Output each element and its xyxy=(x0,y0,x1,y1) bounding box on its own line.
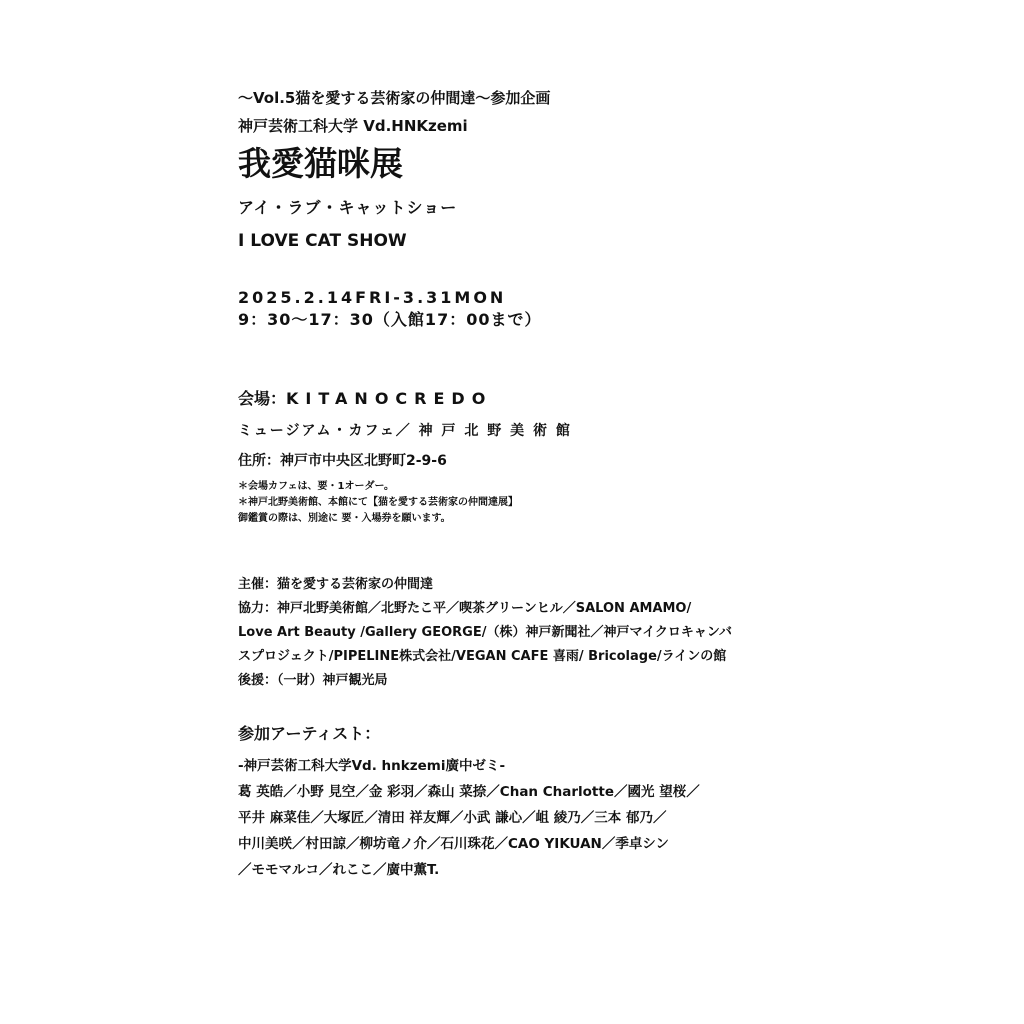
venue-line xyxy=(238,389,798,409)
note-line: 御鑑賞の際は、別途に 要・入場券を願います。 xyxy=(238,513,451,524)
opening-hours: 9：30〜17：30（入館17：00まで） xyxy=(238,310,542,329)
organizer-line: 主催：猫を愛する芸術家の仲間達 xyxy=(238,577,434,592)
venue-name: KITANOCREDO xyxy=(286,389,493,408)
venue-label: 会場： xyxy=(238,389,287,408)
cooperation-line: スプロジェクト/PIPELINE株式会社/VEGAN CAFE 喜雨/ Bricolage/ラインの館 xyxy=(238,649,727,664)
page-title: 我愛猫咪展 xyxy=(238,144,403,183)
artists-list xyxy=(238,753,798,883)
cooperation-line: Love Art Beauty /Gallery GEORGE/（株）神戸新聞社／神戸マイクロキャンバ xyxy=(238,625,733,640)
credits-block xyxy=(238,573,798,693)
series-subtitle: 〜Vol.5猫を愛する芸術家の仲間達〜参加企画 xyxy=(238,89,551,107)
venue-cafe: ミュージアム・カフェ／ 神 戸 北 野 美 術 館 xyxy=(238,423,572,439)
support-line: 後援：（一財）神戸観光局 xyxy=(238,673,388,688)
artist-line: 平井 麻菜佳／大塚匠／清田 祥友輝／小武 謙心／岨 綾乃／三本 郁乃／ xyxy=(238,810,667,826)
artist-line: 中川美咲／村田諒／柳坊竜ノ介／石川珠花／CAO YIKUAN／季卓シン xyxy=(238,836,670,852)
event-flyer xyxy=(238,88,798,883)
english-title: I LOVE CAT SHOW xyxy=(238,231,407,251)
event-dates: 2025.2.14FRI-3.31MON xyxy=(238,288,507,307)
venue-notes xyxy=(238,479,798,527)
venue-address: 住所：神戸市中央区北野町2-9-6 xyxy=(238,453,447,469)
artist-line: ／モモマルコ／れここ／廣中薫T. xyxy=(238,862,440,878)
note-line: ＊会場カフェは、要・1オーダー。 xyxy=(238,481,395,492)
kana-title: アイ・ラブ・キャットショー xyxy=(238,198,458,217)
artists-heading: 参加アーティスト： xyxy=(238,724,381,743)
cooperation-line: 協力：神戸北野美術館／北野たこ平／喫茶グリーンヒル／SALON AMAMO/ xyxy=(238,601,692,616)
note-line: ＊神戸北野美術館、本館にて【猫を愛する芸術家の仲間達展】 xyxy=(238,497,518,508)
artist-line: -神戸芸術工科大学Vd. hnkzemi廣中ゼミ- xyxy=(238,758,506,774)
university-label: 神戸芸術工科大学 Vd.HNKzemi xyxy=(238,117,468,135)
artist-line: 葛 英皓／小野 見空／金 彩羽／森山 菜捺／Chan Charlotte／國光 望桜／ xyxy=(238,784,700,800)
